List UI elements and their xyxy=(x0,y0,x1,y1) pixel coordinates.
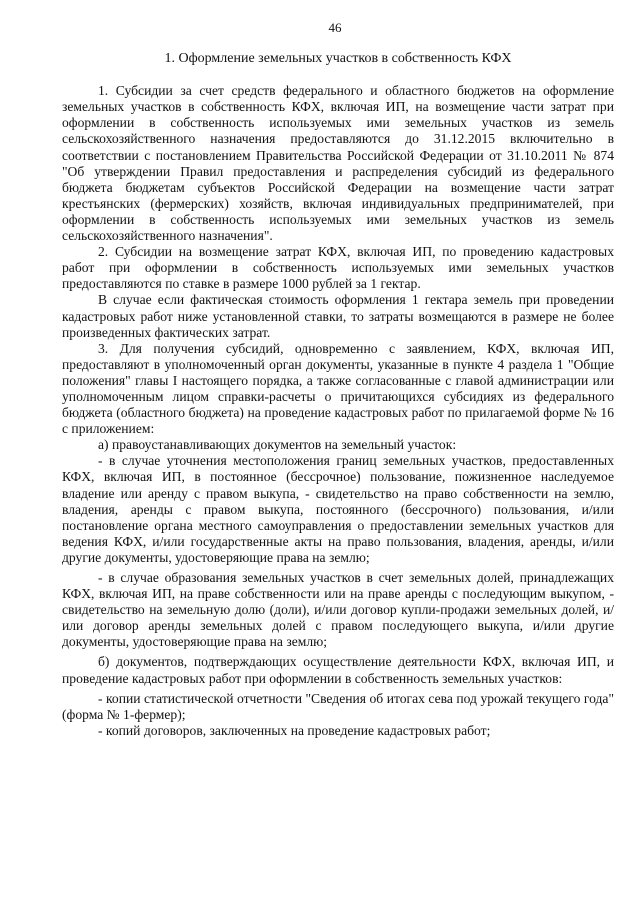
paragraph-9: - копии статистической отчетности "Сведения об итогах сева под урожай текущего года" (форма № 1-фермер); xyxy=(62,690,614,722)
paragraph-4: 3. Для получения субсидий, одновременно с заявлением, КФХ, включая ИП, предоставляют в уполномоченный орган документы, указанные в пункте 4 раздела 1 "Общие положения" главы I настоящего порядка, а также согласованные с главой администрации или уполномоченным лицом справки-расчеты о причитающихся субсидиях из федерального бюджета (областного бюджета) на проведение кадастровых работ по прилагаемой форме № 16 с приложением: xyxy=(62,340,614,437)
paragraph-8: б) документов, подтверждающих осуществление деятельности КФХ, включая ИП, и проведение кадастровых работ при оформлении в собственность земельных участков: xyxy=(62,654,614,686)
page-number: 46 xyxy=(328,20,342,35)
paragraph-10: - копий договоров, заключенных на проведение кадастровых работ; xyxy=(98,722,491,738)
paragraph-2: 2. Субсидии на возмещение затрат КФХ, включая ИП, по проведению кадастровых работ при оформлении в собственность используемых ими земельных участков предоставляются по ставке в размере 1000 рублей за 1 гектар. xyxy=(62,244,614,292)
paragraph-6: - в случае уточнения местоположения границ земельных участков, предоставленных КФХ, включая ИП, в постоянное (бессрочное) пользование, пожизненное наследуемое владение или аренду с правом выкупа, - свидетельство на право собственности на землю, владения, аренды с правом выкупа, постоянного (бессрочного) пользования, и/или постановление органа местного самоуправления о предоставлении земельных участков для ведения КФХ, и/или государственные акты на право пользования, владения, аренды, и/или другие документы, удостоверяющие права на землю; xyxy=(62,453,614,565)
paragraph-7: - в случае образования земельных участков в счет земельных долей, принадлежащих КФХ, включая ИП, на праве собственности или на праве аренды с последующим выкупом, - свидетельство на земельную долю (доли), и/или договор купли-продажи земельных долей, и/или договор аренды земельных долей с правом последующего выкупа, и/или другие документы, удостоверяющие права на землю; xyxy=(62,570,614,650)
paragraph-1: 1. Субсидии за счет средств федерального и областного бюджетов на оформление земельных участков в собственность КФХ, включая ИП, на возмещение части затрат при оформлении в собственность используемых ими земельных участков из земель сельскохозяйственного назначения предоставляются до 31.12.2015 включительно в соответствии с постановлением Правительства Российской Федерации от 31.10.2011 № 874 "Об утверждении Правил предоставления и распределения субсидий из федерального бюджета бюджетам субъектов Российской Федерации на возмещение части затрат крестьянских (фермерских) хозяйств, включая индивидуальных предпринимателей, при оформлении в собственность используемых ими земельных участков из земель сельскохозяйственного назначения". xyxy=(62,83,614,244)
document-page xyxy=(62,20,614,739)
paragraph-5: а) правоустанавливающих документов на земельный участок: xyxy=(98,437,457,453)
paragraph-3: В случае если фактическая стоимость оформления 1 гектара земель при проведении кадастровых работ ниже установленной ставки, то затраты возмещаются в размере не более произведенных фактических затрат. xyxy=(62,292,614,340)
section-title: 1. Оформление земельных участков в собственность КФХ xyxy=(164,51,512,67)
